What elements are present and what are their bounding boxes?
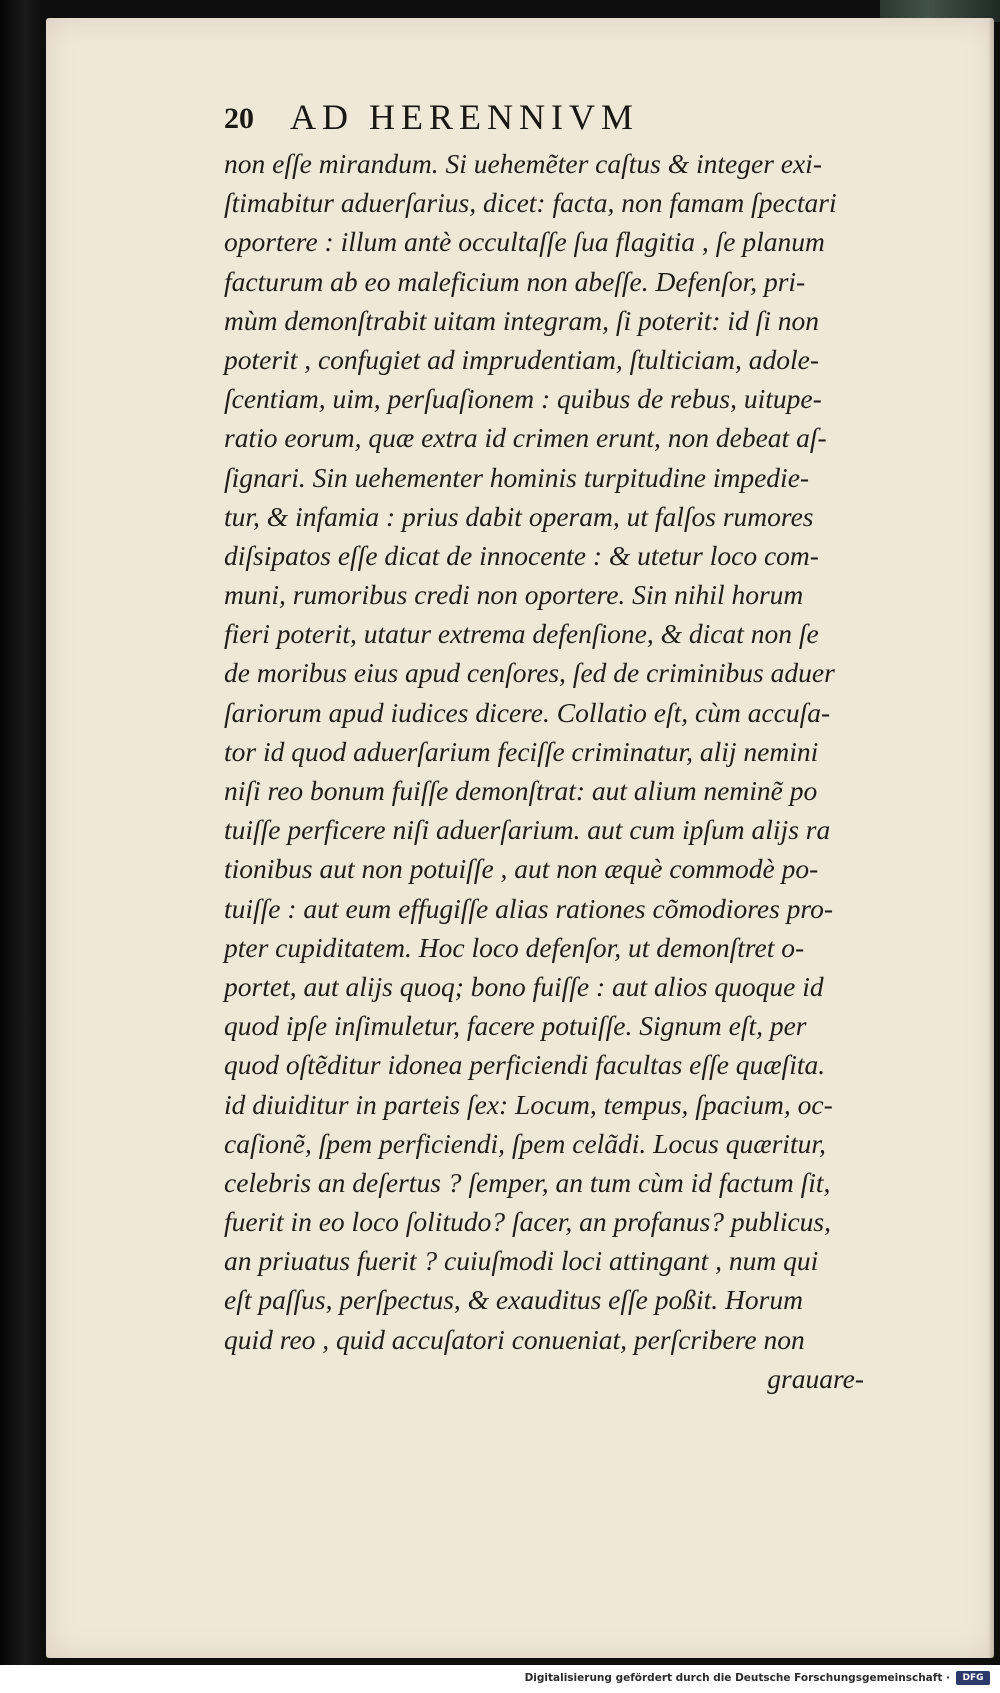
text-line: quod oſtẽditur idonea perficiendi facultas eſſe quæſita. [224,1049,826,1081]
text-line: niſi reo bonum fuiſſe demonſtrat: aut alium neminẽ po [224,775,818,806]
text-line: mùm demonſtrabit uitam integram, ſi poterit: id ſi non [224,304,820,336]
text-line: ſcentiam, uim, perſuaſionem : quibus de rebus, uitupe- [224,383,822,415]
running-head: AD HERENNIVM [290,97,639,137]
text-line: caſionẽ, ſpem perficiendi, ſpem celãdi. Locus quæritur, [224,1127,826,1159]
page-number: 20 [224,102,254,135]
page-header [224,96,844,142]
text-line: tuiſſe : aut eum effugiſſe alias rationes cõmodiores pro- [224,892,834,924]
text-line: eſt paſſus, perſpectus, & exauditus eſſe poßit. Horum [224,1284,803,1316]
page-edge-shadow [988,18,994,1658]
text-line: fieri poterit, utatur extrema defenſione, & dicat non ſe [224,618,819,650]
text-line: fuerit in eo loco ſolitudo? ſacer, an profanus? publicus, [224,1206,832,1238]
text-line: poterit , confugiet ad imprudentiam, ſtulticiam, adole- [224,343,819,375]
funding-notice: Digitalisierung gefördert durch die Deutsche Forschungsgemeinschaft · [524,1672,950,1684]
digitization-footer [0,1665,1000,1693]
text-line: ſignari. Sin uehementer hominis turpitudine impedie- [224,461,810,493]
text-line: tur, & infamia : prius dabit operam, ut falſos rumores [224,500,814,532]
text-line: pter cupiditatem. Hoc loco defenſor, ut demonſtret o- [224,931,805,963]
text-line: ratio eorum, quæ extra id crimen erunt, non debeat aſ- [224,422,827,454]
text-line: ſtimabitur aduerſarius, dicet: facta, non famam ſpectari [224,187,837,219]
text-line: tor id quod aduerſarium feciſſe criminatur, alij nemini [224,735,819,767]
text-line: tionibus aut non potuiſſe , aut non æquè commodè po- [224,853,819,885]
text-line: celebris an deſertus ? ſemper, an tum cùm id factum ſit, [224,1166,831,1198]
catchword: grauare- [767,1362,864,1394]
text-line: id diuiditur in parteis ſex: Locum, tempus, ſpacium, oc- [224,1088,833,1120]
text-line: ſariorum apud iudices dicere. Collatio eſt, cùm accuſa- [224,696,831,728]
text-line: tuiſſe perficere niſi aduerſarium. aut cum ipſum alijs ra [224,814,831,846]
body-text [224,144,924,1398]
text-line: non eſſe mirandum. Si uehemẽter caſtus & integer exi- [224,148,822,179]
book-binding-edge [0,0,40,1665]
text-line: de moribus eius apud cenſores, ſed de criminibus aduer [224,657,835,689]
text-line: quod ipſe inſimuletur, facere potuiſſe. Signum eſt, per [224,1010,807,1042]
text-line: quid reo , quid accuſatori conueniat, perſcribere non [224,1323,805,1355]
dfg-logo: DFG [956,1671,990,1685]
text-line: oportere : illum antè occultaſſe ſua flagitia , ſe planum [224,226,825,258]
text-line: an priuatus fuerit ? cuiuſmodi loci attingant , num qui [224,1245,819,1277]
text-line: portet, aut alijs quoq; bono fuiſſe : aut alios quoque id [224,970,824,1002]
text-line: diſsipatos eſſe dicat de innocente : & utetur loco com- [224,539,819,571]
text-line: muni, rumoribus credi non oportere. Sin nihil horum [224,579,804,611]
text-line: facturum ab eo maleficium non abeſſe. Defenſor, pri- [224,265,806,297]
